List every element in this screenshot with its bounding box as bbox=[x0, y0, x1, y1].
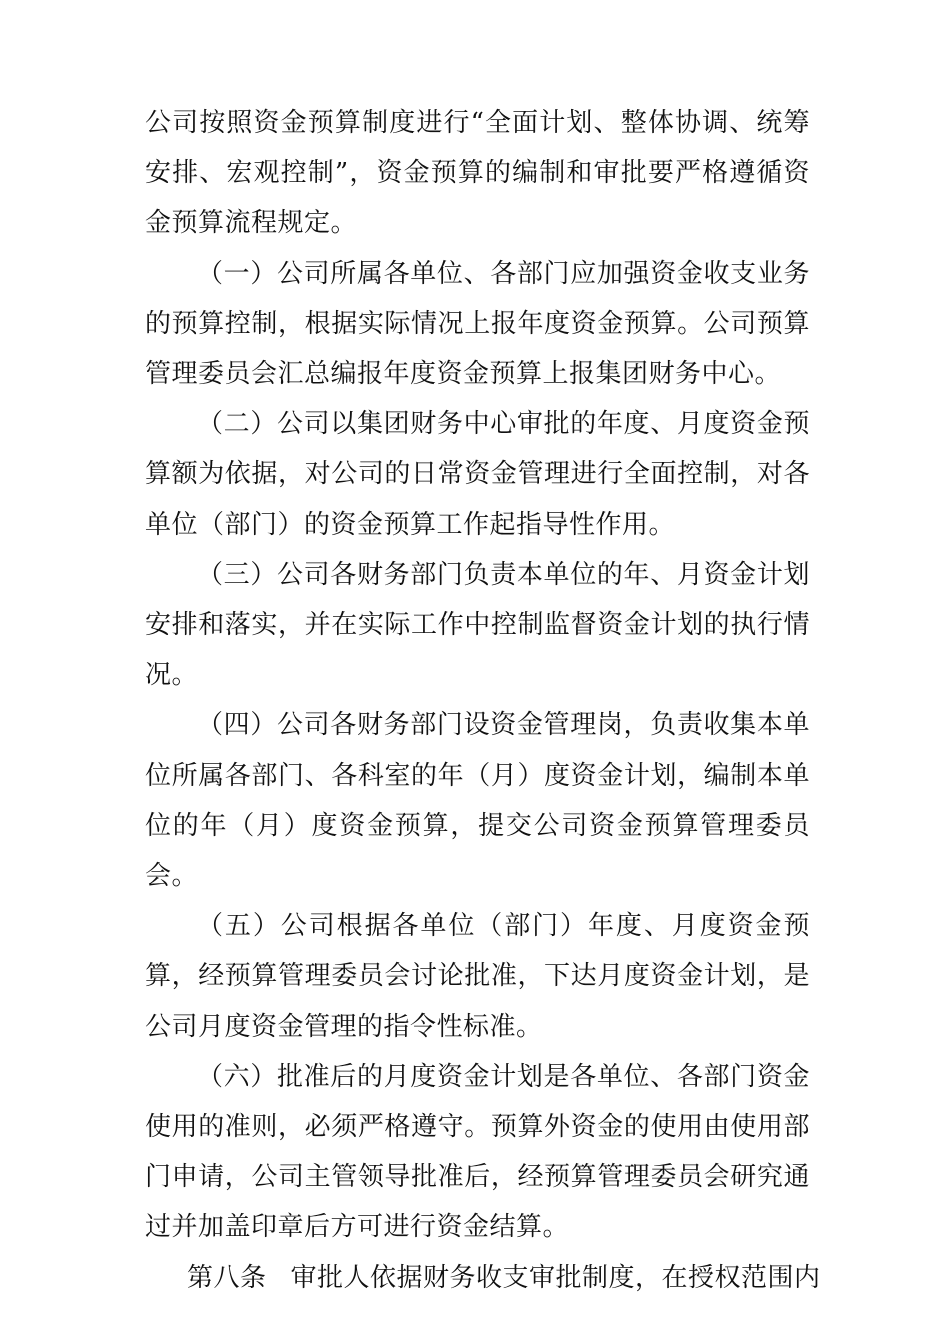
paragraph-item-2: （二）公司以集团财务中心审批的年度、月度资金预算额为依据，对公司的日常资金管理进行全面控制，对各单位（部门）的资金预算工作起指导性作用。 bbox=[145, 409, 810, 540]
paragraph-item-3: （三）公司各财务部门负责本单位的年、月资金计划安排和落实，并在实际工作中控制监督资金计划的执行情况。 bbox=[145, 559, 810, 691]
article-text: 审批人依据财务收支审批制度，在授权范围内 bbox=[290, 1262, 821, 1293]
document-body bbox=[145, 98, 821, 1303]
article-number: 第八条 bbox=[187, 1262, 267, 1293]
paragraph-intro: 公司按照资金预算制度进行“全面计划、整体协调、统筹安排、宏观控制”，资金预算的编制和审批要严格遵循资金预算流程规定。 bbox=[145, 108, 810, 239]
paragraph-item-1: （一）公司所属各单位、各部门应加强资金收支业务的预算控制，根据实际情况上报年度资金预算。公司预算管理委员会汇总编报年度资金预算上报集团财务中心。 bbox=[145, 258, 810, 390]
paragraph-item-5: （五）公司根据各单位（部门）年度、月度资金预算，经预算管理委员会讨论批准，下达月度资金计划，是公司月度资金管理的指令性标准。 bbox=[145, 911, 810, 1042]
paragraph-item-4: （四）公司各财务部门设资金管理岗，负责收集本单位所属各部门、各科室的年（月）度资金计划，编制本单位的年（月）度资金预算，提交公司资金预算管理委员会。 bbox=[145, 710, 810, 892]
article-8-line bbox=[145, 1253, 821, 1303]
paragraph-item-6: （六）批准后的月度资金计划是各单位、各部门资金使用的准则，必须严格遵守。预算外资金的使用由使用部门申请，公司主管领导批准后，经预算管理委员会研究通过并加盖印章后方可进行资金结算。 bbox=[145, 1061, 810, 1243]
